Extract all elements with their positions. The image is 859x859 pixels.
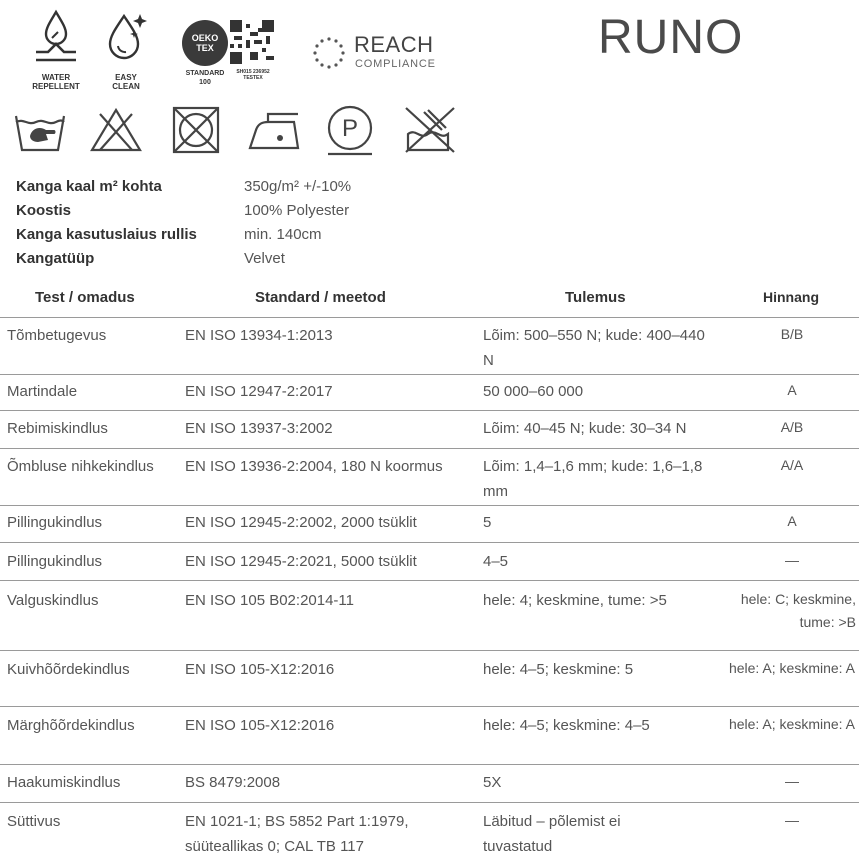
property-value: 100% Polyester bbox=[244, 202, 350, 219]
oeko-tex-logo-line-2: TEX bbox=[196, 43, 214, 53]
table-cell-rating: — bbox=[785, 552, 799, 568]
table-cell-result: Lõim: 500–550 N; kude: 400–440 N bbox=[483, 327, 705, 369]
property-value: min. 140cm bbox=[244, 226, 322, 243]
oeko-tex-badge bbox=[180, 20, 230, 87]
table-header-result: Tulemus bbox=[565, 289, 626, 306]
svg-text:P: P bbox=[341, 115, 359, 142]
table-cell-result: Lõim: 40–45 N; kude: 30–34 N bbox=[483, 420, 687, 437]
table-cell-result: 5 bbox=[483, 514, 492, 531]
property-label: Kanga kaal m² kohta bbox=[16, 178, 162, 195]
property-label: Kangatüüp bbox=[16, 250, 95, 267]
table-header-standard: Standard / meetod bbox=[255, 289, 386, 306]
property-value: 350g/m² +/-10% bbox=[244, 178, 352, 195]
table-divider bbox=[0, 448, 859, 449]
reach-badge bbox=[312, 30, 452, 74]
table-cell-result: hele: 4–5; keskmine: 4–5 bbox=[483, 717, 650, 734]
table-cell-result: hele: 4; keskmine, tume: >5 bbox=[483, 592, 667, 609]
table-cell-result: 4–5 bbox=[483, 553, 509, 570]
table-divider bbox=[0, 505, 859, 506]
water-repellent-icon bbox=[28, 8, 84, 68]
do-not-wring-icon bbox=[402, 104, 458, 156]
table-divider bbox=[0, 410, 859, 411]
table-cell-result: Läbitud – põlemist ei tuvastatud bbox=[483, 813, 621, 855]
table-cell-standard: EN ISO 12945-2:2021, 5000 tsüklit bbox=[185, 553, 417, 570]
table-cell-test: Rebimiskindlus bbox=[7, 420, 108, 437]
iron-low-icon bbox=[246, 110, 304, 154]
oeko-tex-standard-1: STANDARD bbox=[185, 70, 225, 77]
table-cell-test: Pillingukindlus bbox=[7, 553, 103, 570]
table-divider bbox=[0, 317, 859, 318]
reach-stars-icon bbox=[312, 36, 346, 70]
product-title: RUNO bbox=[598, 11, 744, 64]
table-cell-rating: A/B bbox=[780, 419, 804, 435]
table-cell-test: Märghõõrdekindlus bbox=[7, 717, 135, 734]
reach-sub: COMPLIANCE bbox=[355, 58, 436, 70]
table-divider bbox=[0, 706, 859, 707]
table-cell-result: 5X bbox=[483, 774, 502, 791]
reach-name: REACH bbox=[354, 32, 434, 57]
table-cell-rating: hele: C; keskmine, tume: >B bbox=[740, 591, 856, 630]
easy-clean-label-1: EASY bbox=[115, 73, 137, 82]
hand-wash-icon bbox=[14, 106, 66, 154]
table-cell-standard: EN ISO 12947-2:2017 bbox=[185, 383, 333, 400]
table-divider bbox=[0, 580, 859, 581]
easy-clean-label-2: CLEAN bbox=[112, 82, 140, 91]
table-cell-test: Martindale bbox=[7, 383, 78, 400]
table-cell-test: Süttivus bbox=[7, 813, 61, 830]
water-repellent-badge bbox=[28, 8, 84, 91]
oeko-tex-logo bbox=[182, 20, 228, 66]
table-cell-standard: EN 1021-1; BS 5852 Part 1:1979, süüteallikas 0; CAL TB 117 bbox=[185, 813, 409, 855]
qr-code-text-2: TESTEX bbox=[243, 75, 263, 81]
table-cell-standard: EN ISO 13934-1:2013 bbox=[185, 327, 333, 344]
table-cell-rating: — bbox=[785, 812, 799, 828]
do-not-bleach-icon bbox=[90, 106, 142, 154]
dry-clean-p-icon bbox=[324, 104, 376, 158]
qr-code-icon bbox=[230, 20, 274, 64]
oeko-tex-standard-2: 100 bbox=[199, 79, 211, 86]
water-repellent-label-1: WATER bbox=[41, 73, 71, 82]
table-cell-rating: — bbox=[785, 773, 799, 789]
do-not-tumble-dry-icon bbox=[170, 104, 222, 156]
table-cell-test: Haakumiskindlus bbox=[7, 774, 121, 791]
property-label: Koostis bbox=[16, 202, 72, 219]
table-cell-rating: A bbox=[787, 382, 797, 398]
table-cell-rating: hele: A; keskmine: A bbox=[728, 716, 856, 732]
table-cell-standard: BS 8479:2008 bbox=[185, 774, 281, 791]
table-cell-standard: EN ISO 105 B02:2014-11 bbox=[185, 592, 354, 609]
table-cell-standard: EN ISO 13937-3:2002 bbox=[185, 420, 333, 437]
oeko-tex-logo-line-1: OEKO bbox=[191, 33, 219, 43]
table-cell-result: Lõim: 1,4–1,6 mm; kude: 1,6–1,8 mm bbox=[483, 458, 703, 500]
table-cell-test: Tõmbetugevus bbox=[7, 327, 107, 344]
table-cell-standard: EN ISO 105-X12:2016 bbox=[185, 661, 335, 678]
table-divider bbox=[0, 650, 859, 651]
table-cell-test: Valguskindlus bbox=[7, 592, 99, 609]
table-cell-standard: EN ISO 13936-2:2004, 180 N koormus bbox=[185, 458, 443, 475]
easy-clean-icon bbox=[98, 8, 154, 68]
table-cell-rating: B/B bbox=[780, 326, 804, 342]
table-divider bbox=[0, 542, 859, 543]
qr-code-block bbox=[230, 20, 276, 81]
property-label: Kanga kasutuslaius rullis bbox=[16, 226, 197, 243]
table-cell-standard: EN ISO 105-X12:2016 bbox=[185, 717, 335, 734]
table-divider bbox=[0, 764, 859, 765]
table-cell-rating: hele: A; keskmine: A bbox=[728, 660, 856, 676]
table-header-rating: Hinnang bbox=[763, 289, 819, 305]
table-cell-standard: EN ISO 12945-2:2002, 2000 tsüklit bbox=[185, 514, 417, 531]
table-cell-rating: A/A bbox=[780, 457, 804, 473]
table-divider bbox=[0, 374, 859, 375]
table-header-test: Test / omadus bbox=[35, 289, 135, 306]
table-cell-test: Kuivhõõrdekindlus bbox=[7, 661, 130, 678]
table-cell-result: hele: 4–5; keskmine: 5 bbox=[483, 661, 634, 678]
table-cell-rating: A bbox=[787, 513, 797, 529]
qr-code-text-1: SH015 236952 bbox=[236, 69, 270, 75]
property-value: Velvet bbox=[244, 250, 285, 267]
table-cell-result: 50 000–60 000 bbox=[483, 383, 584, 400]
table-cell-test: Pillingukindlus bbox=[7, 514, 103, 531]
table-cell-test: Õmbluse nihkekindlus bbox=[7, 458, 154, 475]
water-repellent-label-2: REPELLENT bbox=[32, 82, 80, 91]
table-divider bbox=[0, 802, 859, 803]
easy-clean-badge bbox=[98, 8, 154, 91]
